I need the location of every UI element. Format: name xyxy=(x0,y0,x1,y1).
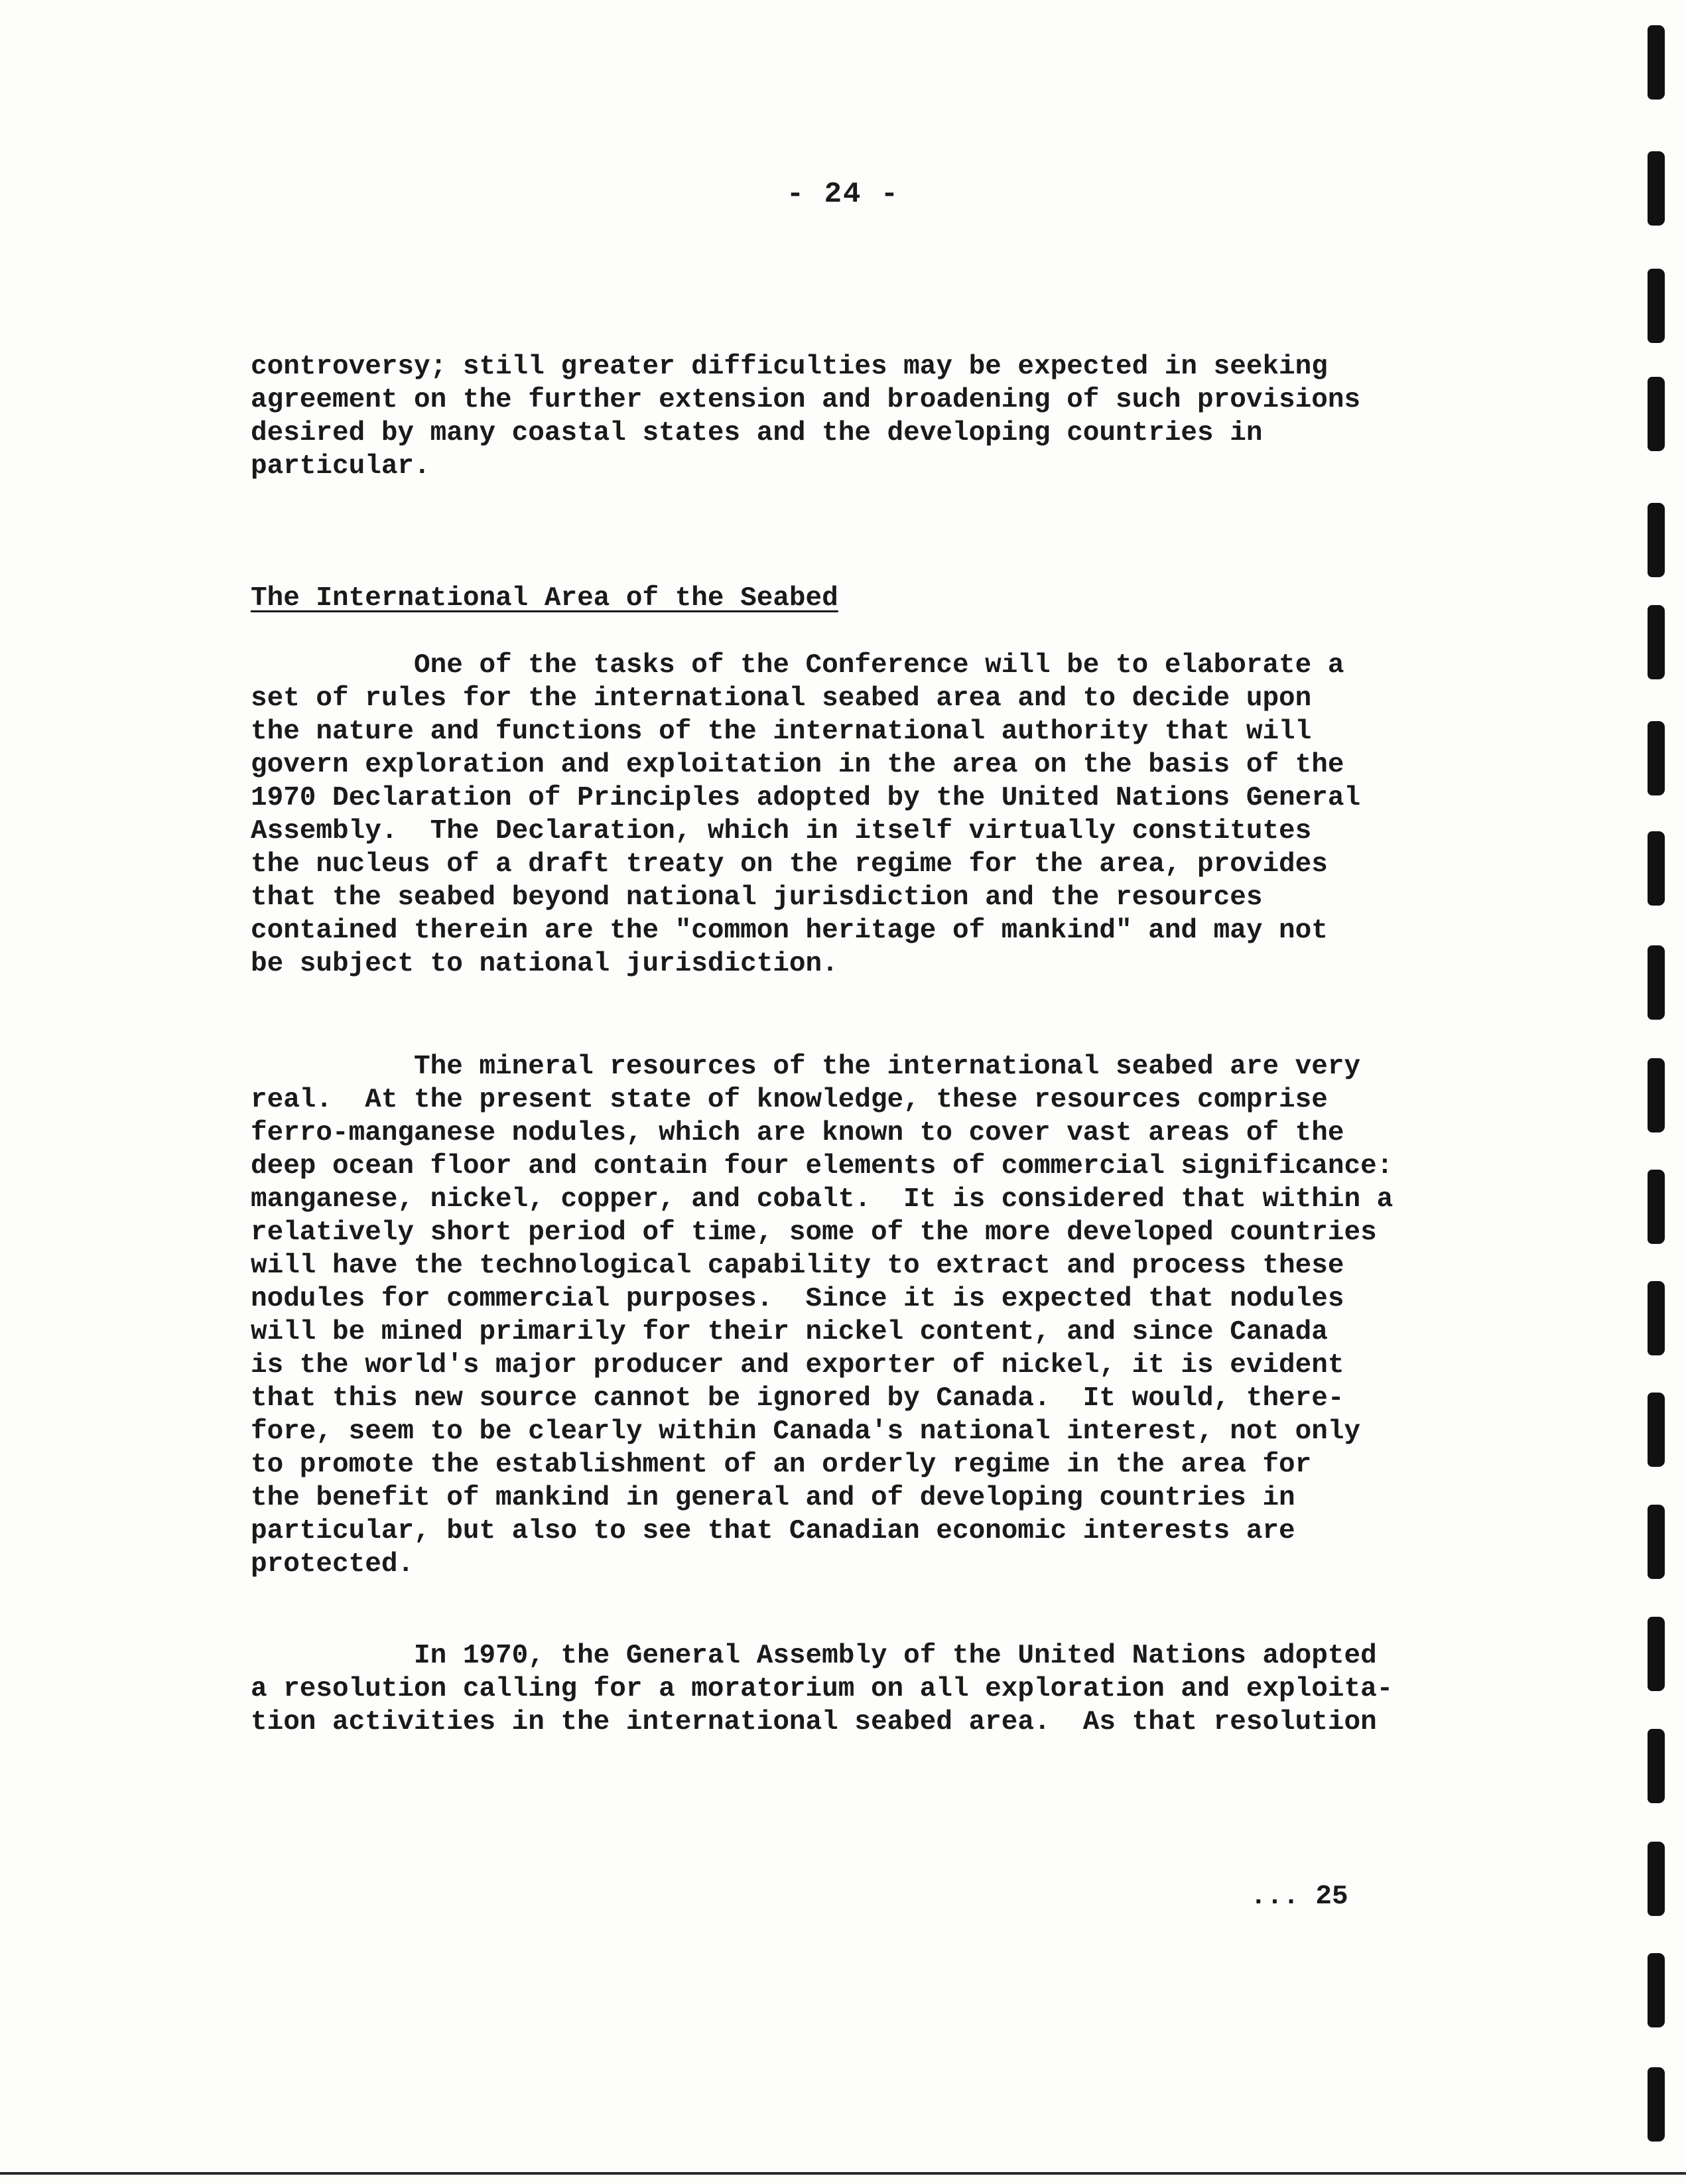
scan-bottom-edge xyxy=(0,2172,1686,2175)
binder-hole-mark xyxy=(1648,25,1665,100)
continuation-marker: ... 25 xyxy=(1250,1881,1348,1912)
binder-hole-mark xyxy=(1648,1953,1665,2027)
binder-hole-mark xyxy=(1648,1842,1665,1916)
binder-hole-mark xyxy=(1648,377,1665,451)
section-heading: The International Area of the Seabed xyxy=(251,583,838,614)
binder-hole-strip xyxy=(1633,0,1686,2184)
body-paragraph: The mineral resources of the international seabed are very real. At the present state of knowledge, these resources comprise ferro-manganese nodules, which are known to cover vast areas of the deep ocean floor and contain four elements of commercial significance: manganese, nickel, copper, and cobalt. It is considered that within a relatively short period of time, some of the more developed countries will have the technological capability to extract and process these nodules for commercial purposes. Since it is expected that nodules will be mined primarily for their nickel content, and since Canada is the world's major producer and exporter of nickel, it is evident that this new source cannot be ignored by Canada. It would, there- fore, seem to be clearly within Canada's national interest, not only to promote the establishment of an orderly regime in the area for the benefit of mankind in general and of developing countries in particular, but also to see that Canadian economic interests are protected. xyxy=(251,1052,1394,1580)
binder-hole-mark xyxy=(1648,1505,1665,1579)
binder-hole-mark xyxy=(1648,605,1665,679)
binder-hole-mark xyxy=(1648,721,1665,795)
intro-paragraph: controversy; still greater difficulties may be expected in seeking agreement on the further extension and broadening of such provisions desired by many coastal states and the developing countries in particular. xyxy=(251,352,1361,482)
binder-hole-mark xyxy=(1648,945,1665,1020)
page-number: - 24 - xyxy=(786,178,900,211)
binder-hole-mark xyxy=(1648,1393,1665,1467)
binder-hole-mark xyxy=(1648,151,1665,226)
binder-hole-mark xyxy=(1648,269,1665,343)
body-paragraph: In 1970, the General Assembly of the United Nations adopted a resolution calling for a moratorium on all exploration and exploita- tion activities in the international seabed area. As that resolution xyxy=(251,1641,1394,1738)
binder-hole-mark xyxy=(1648,1170,1665,1244)
binder-hole-mark xyxy=(1648,831,1665,906)
binder-hole-mark xyxy=(1648,1729,1665,1803)
binder-hole-mark xyxy=(1648,503,1665,577)
binder-hole-mark xyxy=(1648,1058,1665,1132)
body-paragraph: One of the tasks of the Conference will be to elaborate a set of rules for the international seabed area and to decide upon the nature and functions of the international authority that will govern exploration and exploitation in the area on the basis of the 1970 Declaration of Principles adopted by the United Nations General Assembly. The Declaration, which in itself virtually constitutes the nucleus of a draft treaty on the regime for the area, provides that the seabed beyond national jurisdiction and the resources contained therein are the "common heritage of mankind" and may not be subject to national jurisdiction. xyxy=(251,650,1361,979)
binder-hole-mark xyxy=(1648,1617,1665,1691)
binder-hole-mark xyxy=(1648,2067,1665,2142)
binder-hole-mark xyxy=(1648,1281,1665,1355)
